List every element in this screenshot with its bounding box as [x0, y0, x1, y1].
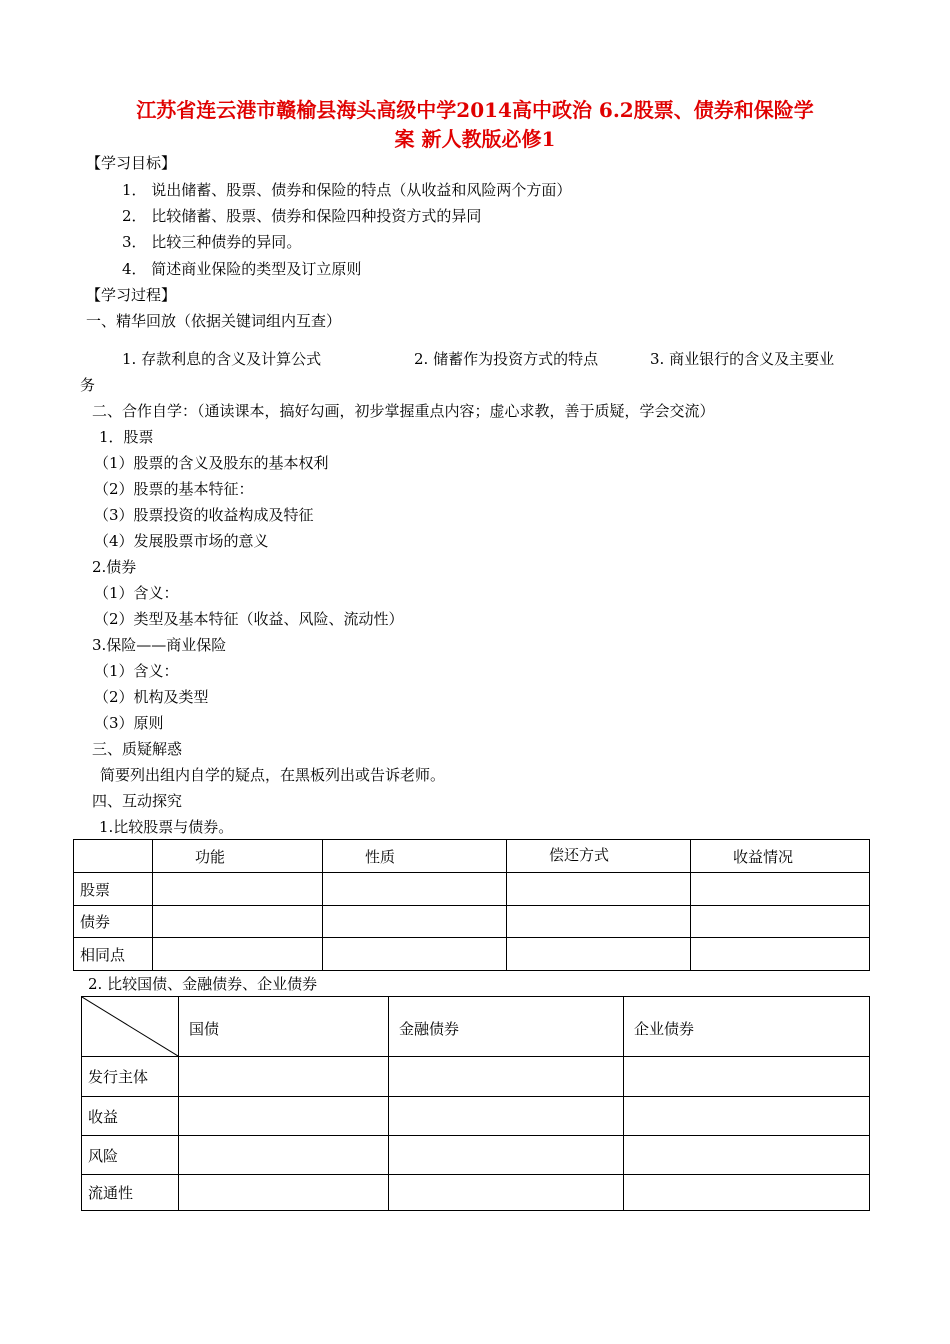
review-item: 3. 商业银行的含义及主要业 [650, 350, 835, 368]
self-study-item: （1）含义： [94, 662, 179, 680]
table-cell [323, 938, 507, 971]
review-heading: 一、精华回放（依据关键词组内互查） [86, 312, 342, 330]
row-label: 相同点 [74, 938, 153, 971]
table-cell [153, 938, 323, 971]
table-cell [323, 906, 507, 938]
row-label: 发行主体 [82, 1057, 179, 1097]
title-line-2: 案 新人教版必修1 [394, 127, 556, 151]
table-cell [179, 1097, 389, 1136]
self-study-heading: 二、合作自学：（通读课本，搞好勾画，初步掌握重点内容；虚心求教，善于质疑，学会交流） [92, 402, 715, 420]
diagonal-line [82, 997, 178, 1056]
review-item-wrap: 务 [80, 376, 96, 394]
table-header-cell: 企业债券 [624, 997, 870, 1057]
table-cell [691, 873, 870, 906]
table-cell [389, 1175, 624, 1211]
row-label: 收益 [82, 1097, 179, 1136]
table-header-cell: 性质 [323, 840, 507, 873]
table-header-cell: 功能 [153, 840, 323, 873]
table1-caption: 1.比较股票与债券。 [99, 818, 234, 836]
table-header-cell [74, 840, 153, 873]
table-row [82, 1136, 870, 1175]
self-study-item: （3）原则 [94, 714, 164, 732]
stock-bond-table [73, 839, 870, 971]
table-cell [624, 1097, 870, 1136]
table-row [82, 1057, 870, 1097]
self-study-item: （1）含义： [94, 584, 179, 602]
table-row [82, 1175, 870, 1211]
table-header-cell: 偿还方式 [507, 840, 691, 873]
table-cell [179, 1175, 389, 1211]
explore-heading: 四、互动探究 [92, 792, 183, 810]
goals-heading: 【学习目标】 [86, 154, 177, 172]
review-item: 2. 储蓄作为投资方式的特点 [414, 350, 599, 368]
self-study-item: （2）股票的基本特征： [94, 480, 254, 498]
doubt-text: 简要列出组内自学的疑点，在黑板列出或告诉老师。 [100, 766, 446, 784]
table-row [74, 873, 870, 906]
table-cell [507, 873, 691, 906]
table-cell [691, 906, 870, 938]
self-study-item: 2.债券 [92, 558, 137, 576]
document-title [80, 96, 870, 154]
table2-caption: 2. 比较国债、金融债券、企业债券 [88, 975, 318, 993]
table-cell [153, 873, 323, 906]
goal-item: 4． 简述商业保险的类型及订立原则 [122, 260, 362, 278]
table-row [74, 938, 870, 971]
self-study-item: （2）类型及基本特征（收益、风险、流动性） [94, 610, 404, 628]
table-cell [624, 1136, 870, 1175]
table-header-row [74, 840, 870, 873]
doubt-heading: 三、质疑解惑 [92, 740, 183, 758]
self-study-item: （1）股票的含义及股东的基本权利 [94, 454, 329, 472]
table-cell [179, 1136, 389, 1175]
table-cell [624, 1057, 870, 1097]
table-header-row [82, 997, 870, 1057]
diagonal-header-cell [82, 997, 179, 1057]
table-header-cell: 金融债券 [389, 997, 624, 1057]
process-heading: 【学习过程】 [86, 286, 177, 304]
row-label: 流通性 [82, 1175, 179, 1211]
row-label: 股票 [74, 873, 153, 906]
table-cell [691, 938, 870, 971]
table-header-cell: 收益情况 [691, 840, 870, 873]
table-cell [389, 1136, 624, 1175]
goal-item: 2． 比较储蓄、股票、债券和保险四种投资方式的异同 [122, 207, 482, 225]
review-item: 1. 存款利息的含义及计算公式 [122, 350, 322, 368]
self-study-item: 3.保险——商业保险 [92, 636, 227, 654]
table-cell [153, 906, 323, 938]
self-study-item: （2）机构及类型 [94, 688, 209, 706]
table-cell [389, 1097, 624, 1136]
table-cell [507, 938, 691, 971]
title-line-1: 江苏省连云港市赣榆县海头高级中学2014高中政治 6.2股票、债券和保险学 [136, 98, 814, 122]
bond-compare-table [81, 996, 870, 1211]
goal-item: 1． 说出储蓄、股票、债券和保险的特点（从收益和风险两个方面） [122, 181, 572, 199]
goal-item: 3． 比较三种债券的异同。 [122, 233, 302, 251]
self-study-item: 1．股票 [99, 428, 154, 446]
table-header-cell: 国债 [179, 997, 389, 1057]
table-row [74, 906, 870, 938]
row-label: 债券 [74, 906, 153, 938]
table-cell [507, 906, 691, 938]
self-study-item: （4）发展股票市场的意义 [94, 532, 269, 550]
table-cell [323, 873, 507, 906]
table-row [82, 1097, 870, 1136]
table-cell [179, 1057, 389, 1097]
table-cell [624, 1175, 870, 1211]
row-label: 风险 [82, 1136, 179, 1175]
self-study-item: （3）股票投资的收益构成及特征 [94, 506, 314, 524]
table-cell [389, 1057, 624, 1097]
